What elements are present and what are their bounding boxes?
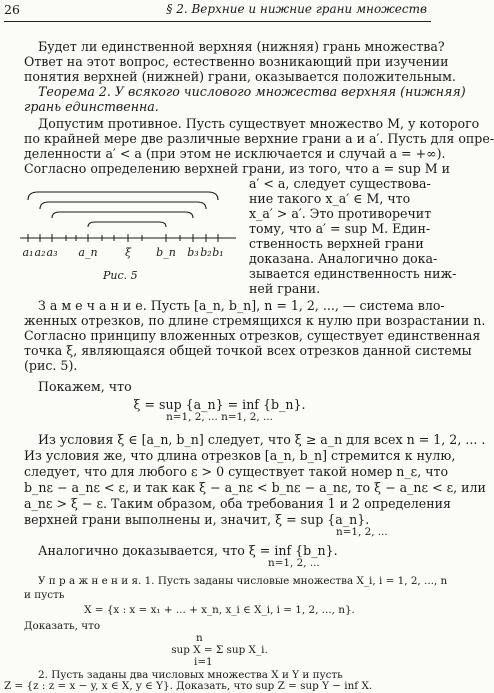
axis-label: b₂ bbox=[200, 246, 212, 259]
axis-label: b₁ bbox=[212, 246, 224, 259]
exercise-line: У п р а ж н е н и я. 1. Пусть заданы числовые множества X_i, i = 1, 2, ..., n bbox=[38, 575, 448, 587]
paragraph-line: верхней грани выполнены и, значит, ξ = sup {a_n}. bbox=[24, 512, 370, 527]
paragraph-line: деленности a′ < a (при этом не исключается и случай a = +∞). bbox=[24, 146, 446, 161]
paragraph-line: Согласно определению верхней грани, из того, что a = sup M и bbox=[24, 161, 451, 176]
formula-subscripts: n=1, 2, ... n=1, 2, ... bbox=[166, 411, 273, 423]
paragraph-line: ственность верхней грани bbox=[249, 236, 424, 251]
paragraph-line: по крайней мере две различные верхние грани a и a′. Пусть для опре- bbox=[24, 131, 494, 146]
sum-upper-limit: n bbox=[196, 632, 203, 644]
page-number: 26 bbox=[4, 2, 20, 17]
exercise-formula: X = {x : x = x₁ + ... + x_n, x_i ∈ X_i, i = 1, 2, ..., n}. bbox=[84, 604, 355, 616]
paragraph-line: a′ < a, следует существова- bbox=[249, 176, 431, 191]
paragraph-line: Ответ на этот вопрос, естественно возникающий при изучении bbox=[24, 54, 449, 69]
brace-second bbox=[40, 202, 206, 209]
formula-subscripts: n=1, 2, ... bbox=[268, 557, 320, 569]
axis-label: a₂ bbox=[34, 246, 46, 259]
axis-label: a₃ bbox=[46, 246, 58, 259]
paragraph-line: x_a′ > a′. Это противоречит bbox=[249, 206, 432, 221]
brace-outer bbox=[28, 192, 218, 200]
paragraph-line: Из условия же, что длина отрезков [a_n, b_n] стремится к нулю, bbox=[24, 448, 456, 463]
formula-subscripts: n=1, 2, ... bbox=[336, 526, 388, 538]
theorem-line: Теорема 2. У всякого числового множества верхняя (нижняя) bbox=[38, 84, 466, 99]
paragraph-line: ней грани. bbox=[249, 281, 321, 296]
sum-lower-limit: i=1 bbox=[194, 656, 213, 668]
header-rule bbox=[4, 21, 431, 22]
exercise-line: и пусть bbox=[24, 589, 65, 601]
paragraph-line: понятия верхней (нижней) грани, оказывается положительным. bbox=[24, 69, 456, 84]
axis-label: b_n bbox=[156, 246, 176, 259]
paragraph-line: точка ξ, являющаяся общей точкой всех отрезков данной системы bbox=[24, 343, 472, 358]
paragraph-line: Покажем, что bbox=[38, 379, 132, 394]
axis-label: ξ bbox=[124, 246, 132, 259]
theorem-line: грань единственна. bbox=[24, 99, 159, 114]
paragraph-line: тому, что a′ = sup M. Един- bbox=[249, 221, 431, 236]
exercise-formula: sup X = Σ sup X_i. bbox=[171, 644, 268, 656]
paragraph-line: З а м е ч а н и е. Пусть [a_n, b_n], n = 1, 2, ..., — система вло- bbox=[38, 298, 445, 313]
paragraph-line: b_nε − a_nε < ε, и так как ξ − a_nε < b_nε − a_nε, то ξ − a_nε < ε, или bbox=[24, 480, 486, 495]
paragraph-line: Будет ли единственной верхняя (нижняя) грань множества? bbox=[38, 39, 445, 54]
figure-caption: Рис. 5 bbox=[103, 269, 138, 282]
nested-segments-figure bbox=[18, 176, 243, 268]
paragraph-line: следует, что для любого ε > 0 существует такой номер n_ε, что bbox=[24, 464, 449, 479]
paragraph-line: зывается единственность ниж- bbox=[249, 266, 457, 281]
brace-inner bbox=[88, 222, 166, 227]
paragraph-line: ние такого x_a′ ∈ M, что bbox=[249, 191, 411, 206]
paragraph-line: женных отрезков, по длине стремящихся к нулю при возрастании n. bbox=[24, 313, 486, 328]
axis-label: b₃ bbox=[187, 246, 199, 259]
paragraph-line: Согласно принципу вложенных отрезков, существует единственная bbox=[24, 328, 481, 343]
brace-third bbox=[52, 212, 193, 218]
paragraph-line: Из условия ξ ∈ [a_n, b_n] следует, что ξ ≥ a_n для всех n = 1, 2, ... . bbox=[38, 432, 486, 447]
paragraph-line: (рис. 5). bbox=[24, 358, 78, 373]
exercise-line: Z = {z : z = x − y, x ∈ X, y ∈ Y}. Доказать, что sup Z = sup Y − inf X. bbox=[4, 680, 373, 692]
paragraph-line: Допустим противное. Пусть существует множество M, у которого bbox=[38, 116, 480, 131]
exercise-line: Доказать, что bbox=[24, 620, 101, 632]
paragraph-line: a_nε > ξ − ε. Таким образом, оба требования 1 и 2 определения bbox=[24, 496, 451, 511]
axis-label: a_n bbox=[78, 246, 98, 259]
paragraph-line: доказана. Аналогично дока- bbox=[249, 251, 438, 266]
display-formula: ξ = sup {a_n} = inf {b_n}. bbox=[133, 397, 306, 412]
axis-label: a₁ bbox=[22, 246, 34, 259]
exercise-line: 2. Пусть заданы два числовых множества X и Y и пусть bbox=[38, 669, 343, 681]
running-title: § 2. Верхние и нижние грани множеств bbox=[166, 2, 427, 16]
paragraph-line: Аналогично доказывается, что ξ = inf {b_n}. bbox=[38, 543, 338, 558]
